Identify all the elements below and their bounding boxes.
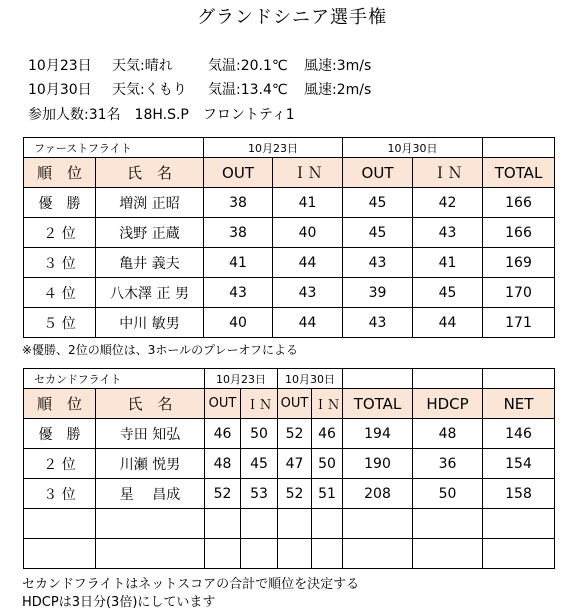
rank-cell: ５ 位 xyxy=(24,308,96,338)
hdcp-cell xyxy=(413,539,483,569)
weather-label: 天気:くもり xyxy=(112,82,187,98)
col-header-net: NET xyxy=(483,389,555,419)
total-cell: 194 xyxy=(343,419,413,449)
score-cell xyxy=(312,509,343,539)
round-date-header: 10月23日 xyxy=(204,138,343,158)
score-cell: 40 xyxy=(204,308,273,338)
total-cell: 166 xyxy=(483,188,555,218)
hdcp-note: HDCPは3日分(3倍)にしています xyxy=(22,595,216,610)
score-cell: 45 xyxy=(343,188,413,218)
weather-line-oct30 xyxy=(28,79,371,99)
net-cell xyxy=(483,539,555,569)
score-cell: 40 xyxy=(273,218,343,248)
score-cell: 53 xyxy=(241,479,278,509)
score-cell: 50 xyxy=(312,449,343,479)
table-row xyxy=(24,509,555,539)
col-header-out: OUT xyxy=(204,158,273,188)
score-cell: 46 xyxy=(312,419,343,449)
score-cell xyxy=(205,509,241,539)
col-header-out: OUT xyxy=(278,389,312,419)
total-cell xyxy=(343,539,413,569)
table-row xyxy=(24,449,555,479)
score-cell xyxy=(278,539,312,569)
player-name-cell: 中川 敏男 xyxy=(96,308,204,338)
player-name-cell: 増渕 正昭 xyxy=(96,188,204,218)
table-row xyxy=(24,218,555,248)
player-name-cell xyxy=(96,509,205,539)
second-flight-table xyxy=(23,368,555,569)
score-cell xyxy=(205,539,241,569)
round-date-header: 10月30日 xyxy=(343,138,483,158)
rank-cell: ２ 位 xyxy=(24,449,96,479)
total-cell: 166 xyxy=(483,218,555,248)
rank-cell xyxy=(24,509,96,539)
score-cell: 41 xyxy=(204,248,273,278)
col-header-in: ＩＮ xyxy=(241,389,278,419)
rank-cell: ４ 位 xyxy=(24,278,96,308)
col-header-in: ＩＮ xyxy=(413,158,483,188)
score-cell: 43 xyxy=(204,278,273,308)
score-cell: 38 xyxy=(204,218,273,248)
rank-cell: ２ 位 xyxy=(24,218,96,248)
rank-cell xyxy=(24,539,96,569)
net-cell: 158 xyxy=(483,479,555,509)
hdcp-cell: 48 xyxy=(413,419,483,449)
wind-label: 風速:2m/s xyxy=(304,82,372,98)
score-cell: 43 xyxy=(413,218,483,248)
score-cell: 44 xyxy=(413,308,483,338)
temperature-label: 気温:13.4℃ xyxy=(208,82,288,98)
net-cell xyxy=(483,509,555,539)
score-cell: 45 xyxy=(413,278,483,308)
col-header-rank: 順 位 xyxy=(24,389,96,419)
rank-cell: 優 勝 xyxy=(24,188,96,218)
table-row xyxy=(24,539,555,569)
score-cell: 41 xyxy=(413,248,483,278)
page-title: グランドシニア選手権 xyxy=(197,7,387,28)
hdcp-cell: 50 xyxy=(413,479,483,509)
col-header-name: 氏 名 xyxy=(96,389,205,419)
score-cell: 52 xyxy=(278,419,312,449)
score-cell: 45 xyxy=(343,218,413,248)
score-cell: 50 xyxy=(241,419,278,449)
score-cell: 39 xyxy=(343,278,413,308)
table-row xyxy=(24,308,555,338)
col-header-hdcp: HDCP xyxy=(413,389,483,419)
round-date-header: 10月30日 xyxy=(278,369,343,389)
date-label: 10月23日 xyxy=(28,58,92,74)
score-cell: 46 xyxy=(205,419,241,449)
score-cell: 43 xyxy=(343,248,413,278)
total-cell: 170 xyxy=(483,278,555,308)
table-row xyxy=(24,479,555,509)
player-name-cell: 八木澤 正 男 xyxy=(96,278,204,308)
score-cell: 42 xyxy=(413,188,483,218)
table-row xyxy=(24,419,555,449)
score-cell: 43 xyxy=(343,308,413,338)
score-cell: 43 xyxy=(273,278,343,308)
total-cell: 190 xyxy=(343,449,413,479)
flight-group-label: セカンドフライト xyxy=(24,369,205,389)
net-cell: 146 xyxy=(483,419,555,449)
col-header-out: OUT xyxy=(205,389,241,419)
player-name-cell: 寺田 知弘 xyxy=(96,419,205,449)
player-name-cell: 星 昌成 xyxy=(96,479,205,509)
score-cell: 47 xyxy=(278,449,312,479)
score-cell: 44 xyxy=(273,308,343,338)
hdcp-cell xyxy=(413,509,483,539)
score-cell: 52 xyxy=(205,479,241,509)
table-row xyxy=(24,278,555,308)
col-header-in: ＩＮ xyxy=(273,158,343,188)
player-name-cell: 川瀬 悦男 xyxy=(96,449,205,479)
col-header-total: TOTAL xyxy=(483,158,555,188)
col-header-total: TOTAL xyxy=(343,389,413,419)
rank-cell: 優 勝 xyxy=(24,419,96,449)
flight-group-label: ファーストフライト xyxy=(24,138,204,158)
score-cell: 51 xyxy=(312,479,343,509)
score-cell: 44 xyxy=(273,248,343,278)
rank-cell: ３ 位 xyxy=(24,248,96,278)
col-header-out: OUT xyxy=(343,158,413,188)
score-cell: 45 xyxy=(241,449,278,479)
net-cell: 154 xyxy=(483,449,555,479)
weather-line-oct23 xyxy=(28,55,371,75)
col-header-in: ＩＮ xyxy=(312,389,343,419)
first-flight-table xyxy=(23,137,555,338)
weather-label: 天気:晴れ xyxy=(112,58,173,74)
score-cell xyxy=(241,509,278,539)
participants-line: 参加人数:31名 18H.S.P フロントティ1 xyxy=(28,107,295,123)
score-cell: 52 xyxy=(278,479,312,509)
col-header-name: 氏 名 xyxy=(96,158,204,188)
score-cell: 48 xyxy=(205,449,241,479)
table-row xyxy=(24,248,555,278)
date-label: 10月30日 xyxy=(28,82,92,98)
player-name-cell xyxy=(96,539,205,569)
round-date-header: 10月23日 xyxy=(205,369,278,389)
score-cell: 38 xyxy=(204,188,273,218)
rank-cell: ３ 位 xyxy=(24,479,96,509)
total-cell: 169 xyxy=(483,248,555,278)
hdcp-cell: 36 xyxy=(413,449,483,479)
table-row xyxy=(24,188,555,218)
total-cell xyxy=(343,509,413,539)
total-cell: 208 xyxy=(343,479,413,509)
second-flight-note: セカンドフライトはネットスコアの合計で順位を決定する xyxy=(22,577,360,592)
total-cell: 171 xyxy=(483,308,555,338)
player-name-cell: 亀井 義夫 xyxy=(96,248,204,278)
col-header-rank: 順 位 xyxy=(24,158,96,188)
score-cell: 41 xyxy=(273,188,343,218)
wind-label: 風速:3m/s xyxy=(304,58,372,74)
first-flight-note: ※優勝、2位の順位は、3ホールのプレーオフによる xyxy=(22,343,299,357)
score-cell xyxy=(312,539,343,569)
score-cell xyxy=(278,509,312,539)
temperature-label: 気温:20.1℃ xyxy=(208,58,288,74)
score-cell xyxy=(241,539,278,569)
player-name-cell: 浅野 正蔵 xyxy=(96,218,204,248)
